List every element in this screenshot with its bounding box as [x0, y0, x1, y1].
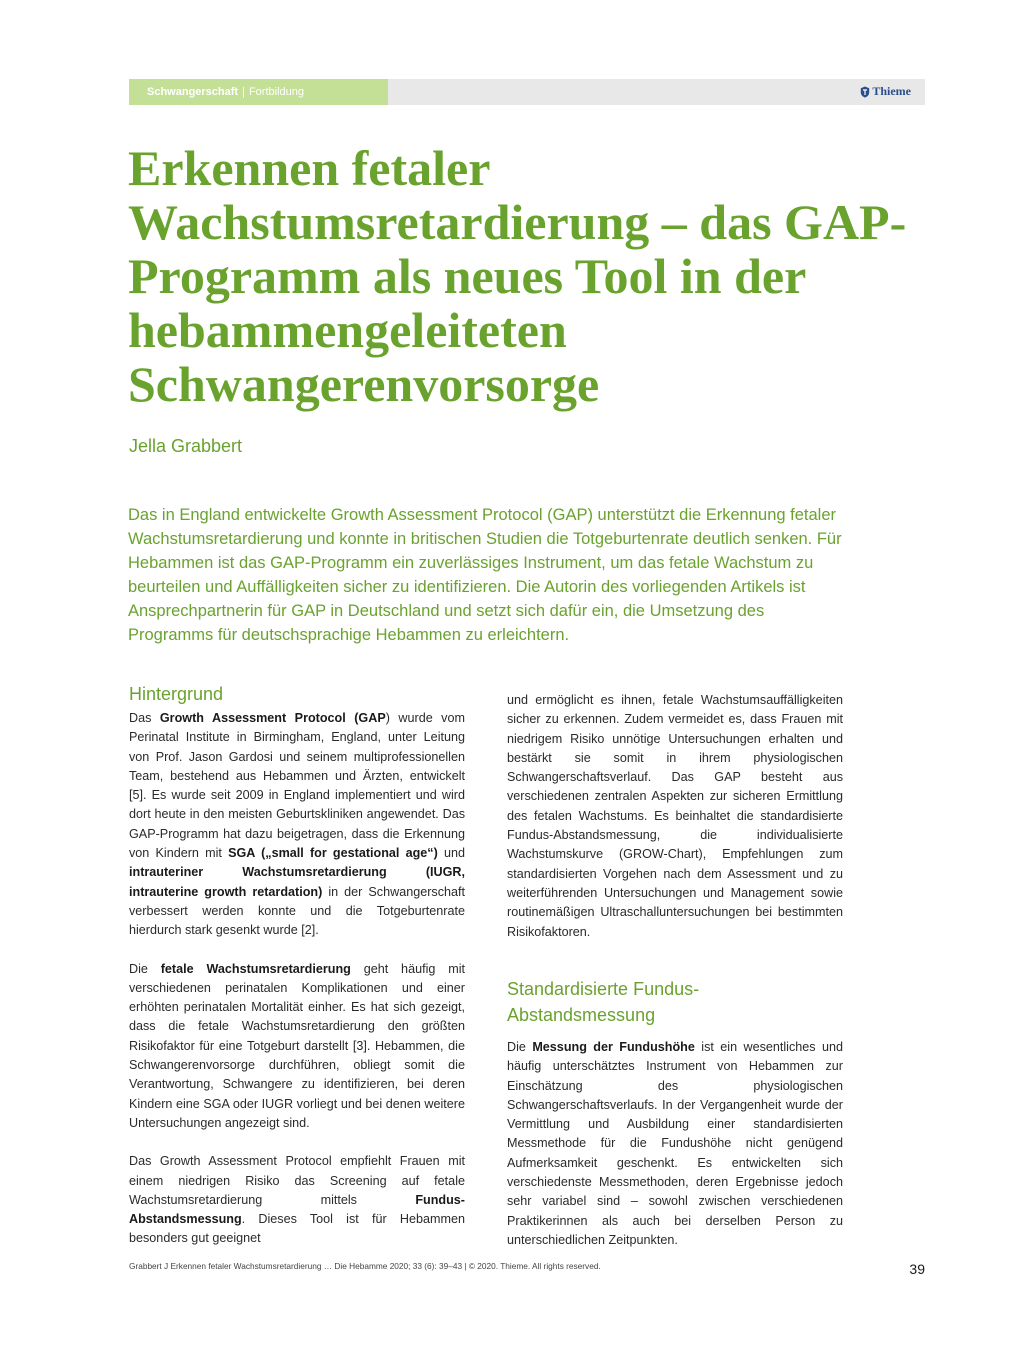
paragraph-fundus-height [507, 1038, 843, 1250]
section-heading-fundus: Standardisierte Fundus-Abstandsmessung [507, 979, 700, 1025]
text-run: ) wurde vom Perinatal Institute in Birmingham, England, unter Leitung von Prof. Jason Gardosi und seinem multiprofessionellen Team, bestehend aus Hebammen und Ärzten, entwickelt [5]. Es wurde seit 2009 in England implementiert und wird dort heute in den meisten Geburtskliniken angewendet. Das GAP-Programm hat dazu beigetragen, dass die Erkennung von Kindern mit [129, 711, 465, 861]
section-tag [129, 79, 388, 105]
paragraph-growth-retardation [129, 960, 465, 1134]
section-category: Fortbildung [248, 86, 304, 98]
section-name: Schwangerschaft [147, 86, 239, 98]
key-term-iugr: intrauteriner Wachstumsretardierung (IUGR, intrauterine growth retardation) [129, 865, 465, 899]
paragraph-gap-intro [129, 709, 465, 941]
text-run: Die [507, 1040, 533, 1054]
footer-citation: Grabbert J Erkennen fetaler Wachstumsretardierung … Die Hebamme 2020; 33 (6): 39–43 | © 2020. Thieme. All rights reserved. [129, 1261, 601, 1271]
text-run: und [437, 846, 465, 861]
text-column-right [507, 691, 843, 1247]
page-number: 39 [909, 1261, 925, 1277]
key-term-fundus-measurement: Fundus-Abstandsmessung [129, 1192, 465, 1227]
paragraph-gap-components: und ermöglicht es ihnen, fetale Wachstumsauffälligkeiten sicher zu erkennen. Zudem vermeidet es, dass Frauen mit niedrigem Risiko unnötige Untersuchungen erhalten und bestärkt sie somit in ihrem physiologischen Schwangerschaftsverlauf. Das GAP besteht aus verschiedenen zentralen Aspekten zur sicheren Ermittlung des fetalen Wachstums. Es beinhaltet die standardisierte Fundus-Abstandsmessung, die individualisierte Wachstumskurve (GROW-Chart), Empfehlungen zum standardisierten Vorgehen nach dem Assessment und zu weiterführenden Untersuchungen und Management sowie routinemäßigen Ultraschalluntersuchungen bei bestimmten Risikofaktoren. [507, 693, 843, 939]
article-title: Erkennen fetaler Wachstumsretardierung – das GAP-Programm als neues Tool in der hebammengeleiteten Schwangerenvorsorge [128, 140, 907, 412]
publisher-name: Thieme [872, 84, 911, 98]
author-name: Jella Grabbert [129, 436, 243, 456]
key-term-fundus-height: Messung der Fundushöhe [532, 1040, 695, 1054]
text-run: . Dieses Tool ist für Hebammen besonders gut geeignet [129, 1212, 465, 1246]
text-run: ist ein wesentliches und häufig unterschätztes Instrument von Hebammen zur Einschätzung des physiologischen Schwangerschaftsverlaufs. In der Vergangenheit wurde der Vermittlung und Ausbildung einer standardisierten Messmethode für die Fundushöhe nicht genügend Aufmerksamkeit geschenkt. Es entwickelten sich verschiedenste Messmethoden, deren Ergebnisse jedoch sehr variabel sind – sowohl zwischen verschiedenen Praktikerinnen als auch bei derselben Person zu unterschiedlichen Zeitpunkten. [507, 1040, 843, 1247]
text-run: Die [129, 961, 161, 976]
text-column-left [129, 709, 465, 1249]
paragraph-screening [129, 1152, 465, 1248]
text-run: in der Schwangerschaft verbessert werden konnte und die Totgeburtenrate hierdurch stark gesenkt wurde [2]. [129, 884, 466, 938]
text-run: Das Growth Assessment Protocol empfiehlt Frauen mit einem niedrigen Risiko das Screening auf fetale Wachstumsretardierung mittels [129, 1154, 465, 1207]
key-term-sga: SGA („small for gestational age“) [228, 846, 438, 861]
text-run: Das [129, 711, 160, 725]
text-run: geht häufig mit verschiedenen perinatalen Komplikationen und einer erhöhten perinatalen Mortalität einher. Es hat sich gezeigt, dass die fetale Wachstumsretardierung den größten Risikofaktor für eine Totgeburt darstellt [3]. Hebammen, die Schwangerenvorsorge durchführen, obliegt somit die Verantwortung, Schwangere zu identifizieren, bei deren Kindern eine SGA oder IUGR vorliegt und bei denen weitere Untersuchungen angezeigt sind. [129, 961, 465, 1130]
key-term-gap: Growth Assessment Protocol (GAP [159, 711, 386, 725]
section-separator: | [242, 86, 245, 98]
section-label [147, 85, 304, 99]
section-heading-hintergrund: Hintergrund [129, 684, 224, 704]
header-bar [129, 79, 925, 105]
publisher-logo [860, 84, 911, 99]
article-abstract: Das in England entwickelte Growth Assessment Protocol (GAP) unterstützt die Erkennung fetaler Wachstumsretardierung und konnte in britischen Studien die Totgeburtenrate deutlich senken. Für Hebammen ist das GAP-Programm ein zuverlässiges Instrument, um das fetale Wachstum zu beurteilen und Auffälligkeiten sicher zu identifizieren. Die Autorin des vorliegenden Artikels ist Ansprechpartnerin für GAP in Deutschland und setzt sich dafür ein, die Umsetzung des Programms für deutschsprachige Hebammen zu erleichtern. [128, 506, 842, 644]
key-term-fetal-growth-retardation: fetale Wachstumsretardierung [160, 961, 351, 976]
thieme-emblem-icon [860, 86, 870, 98]
